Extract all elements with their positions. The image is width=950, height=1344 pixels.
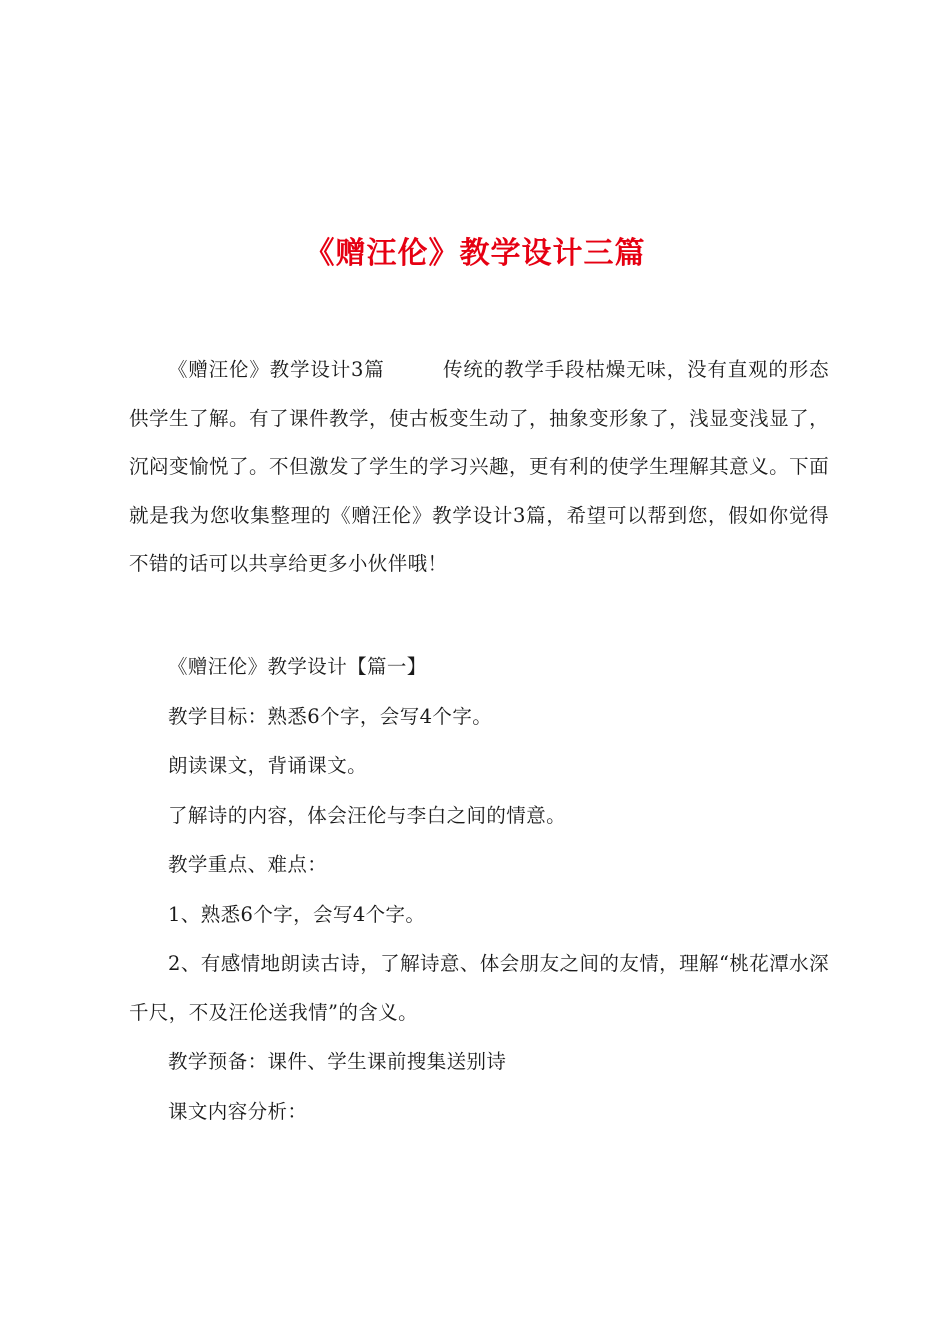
section-one	[129, 642, 829, 1136]
key-point-2: 2、有感情地朗读古诗，了解诗意、体会朋友之间的友情，理解“桃花潭水深千尺，不及汪伦送我情”的含义。	[129, 952, 829, 1024]
understanding-line: 了解诗的内容，体会汪伦与李白之间的情意。	[168, 803, 567, 827]
reading-line: 朗读课文，背诵课文。	[168, 754, 368, 777]
document-title: 《赠汪伦》教学设计三篇	[304, 236, 646, 272]
teaching-goal-line: 教学目标：熟悉6个字，会写4个字。	[168, 704, 493, 728]
intro-paragraph	[129, 346, 829, 589]
key-point-1: 1、熟悉6个字，会写4个字。	[168, 902, 426, 926]
content-analysis-heading: 课文内容分析：	[168, 1099, 308, 1123]
preparation-line: 教学预备：课件、学生课前搜集送别诗	[168, 1050, 507, 1073]
intro-body: 传统的教学手段枯燥无味，没有直观的形态供学生了解。有了课件教学，使古板变生动了，抽象变形象了，浅显变浅显了，沉闷变愉悦了。不但激发了学生的学习兴趣，更有利的使学生理解其意义。下面就是我为您收集整理的《赠汪伦》教学设计3篇，希望可以帮到您，假如你觉得不错的话可以共享给更多小伙伴哦！	[129, 358, 829, 575]
key-points-heading: 教学重点、难点：	[168, 853, 328, 876]
section-heading: 《赠汪伦》教学设计【篇一】	[168, 655, 427, 678]
intro-lead: 《赠汪伦》教学设计3篇	[168, 358, 385, 381]
